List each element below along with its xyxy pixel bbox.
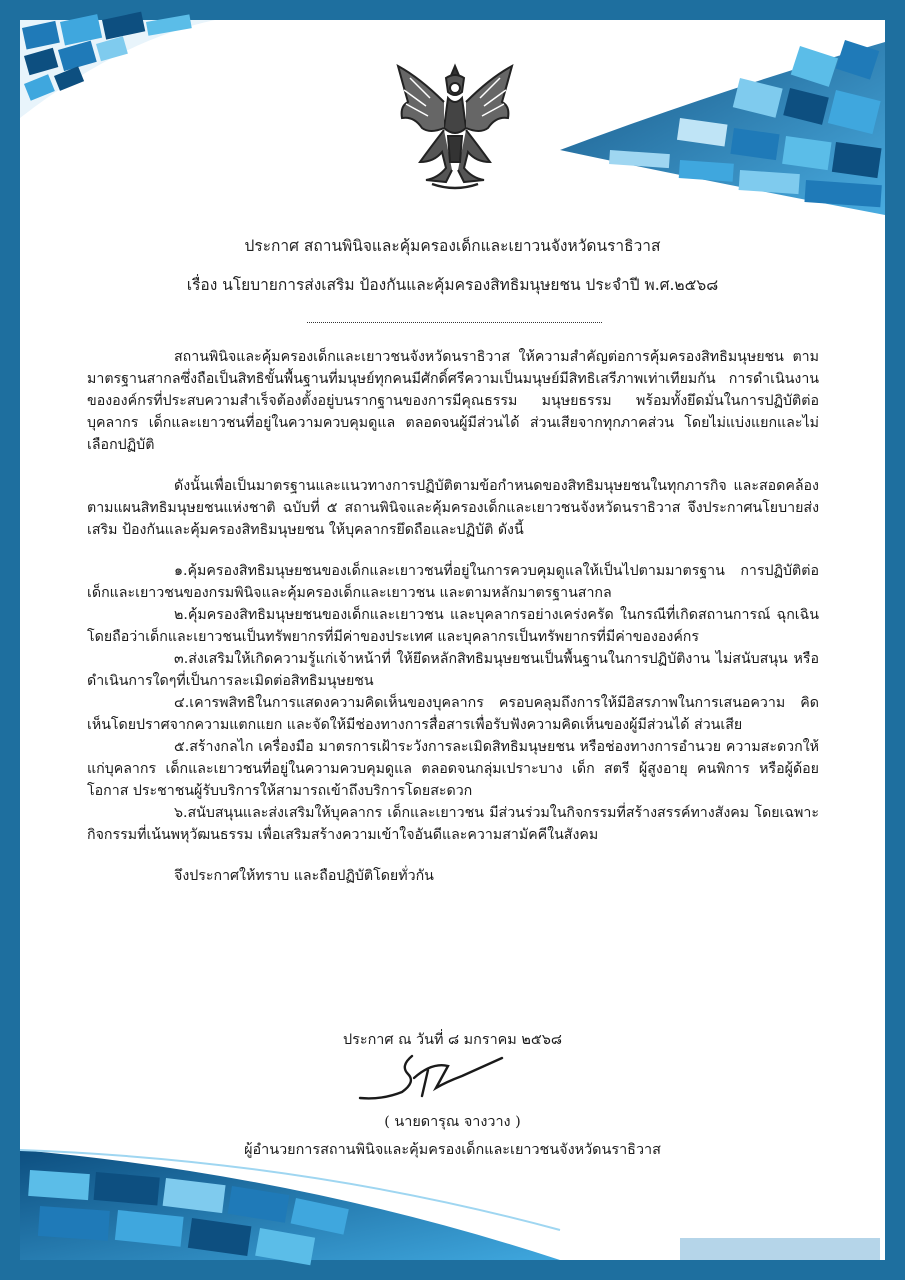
policy-item-3: ๓.ส่งเสริมให้เกิดความรู้แก่เจ้าหน้าที่ ให้ยึดหลักสิทธิมนุษยชนเป็นพื้นฐานในการปฏิบัติงาน ไม่สนับสนุน หรือดำเนินการใดๆที่เป็นการละเมิดต่อสิทธิมนุษยชน: [87, 651, 819, 689]
intro-paragraph: สถานพินิจและคุ้มครองเด็กและเยาวชนจังหวัดนราธิวาส ให้ความสำคัญต่อการคุ้มครองสิทธิมนุษยชน ตามมาตรฐานสากลซึ่งถือเป็นสิทธิขั้นพื้นฐานที่มนุษย์ทุกคนมีศักดิ์ศรีความเป็นมนุษย์มีสิทธิเสรีภาพเท่าเทียมกัน การดำเนินงานขององค์กรที่ประสบความสำเร็จต้องตั้งอยู่บนรากฐานของการมีคุณธรรม มนุษยธรรม พร้อมทั้งยึดมั่นในการปฏิบัติต่อบุคลากร เด็กและเยาวชนที่อยู่ในความควบคุมดูแล ตลอดจนผู้มีส่วนได้ ส่วนเสียจากทุกภาคส่วน โดยไม่แบ่งแยกและไม่เลือกปฏิบัติ: [87, 349, 819, 453]
corner-top-left: [20, 12, 215, 118]
document-body: [87, 346, 819, 887]
handwritten-signature: [352, 1048, 512, 1110]
policy-item-6: ๖.สนับสนุนและส่งเสริมให้บุคลากร เด็กและเยาวชน มีส่วนร่วมในกิจกรรมที่สร้างสรรค์ทางสังคม โดยเฉพาะกิจกรรมที่เน้นพหุวัฒนธรรม เพื่อเสริมสร้างความเข้าใจอันดีและความสามัคคีในสังคม: [87, 805, 819, 843]
closing-statement: จึงประกาศให้ทราบ และถือปฏิบัติโดยทั่วกัน: [174, 868, 434, 884]
garuda-emblem-icon: [390, 58, 520, 193]
corner-bottom: [20, 1150, 880, 1265]
signatory-position: ผู้อำนวยการสถานพินิจและคุ้มครองเด็กและเยาวชนจังหวัดนราธิวาส: [244, 1142, 661, 1158]
policy-item-1: ๑.คุ้มครองสิทธิมนุษยชนของเด็กและเยาวชนที่อยู่ในการควบคุมดูแลให้เป็นไปตามมาตรฐาน การปฏิบัติต่อเด็กและเยาวชนของกรมพินิจและคุ้มครองเด็กและเยาวชน และตามหลักมาตรฐานสากล: [87, 563, 819, 601]
signatory-name: ( นายดารุณ จางวาง ): [384, 1114, 521, 1130]
announcement-subject: เรื่อง นโยบายการส่งเสริม ป้องกันและคุ้มครองสิทธิมนุษยชน ประจำปี พ.ศ.๒๕๖๘: [186, 276, 719, 294]
policy-item-5: ๕.สร้างกลไก เครื่องมือ มาตรการเฝ้าระวังการละเมิดสิทธิมนุษยชน หรือช่องทางการอำนวย ความสะดวกให้แก่บุคลากร เด็กและเยาวชนที่อยู่ในความควบคุมดูแล ตลอดจนกลุ่มเปราะบาง เด็ก สตรี ผู้สูงอายุ คนพิการ หรือผู้ด้อยโอกาส ประชาชนผู้รับบริการให้สามารถเข้าถึงบริการโดยสะดวก: [87, 739, 819, 799]
policy-paragraph: ดังนั้นเพื่อเป็นมาตรฐานและแนวทางการปฏิบัติตามข้อกำหนดของสิทธิมนุษยชนในทุกภารกิจ และสอดคล้องตามแผนสิทธิมนุษยชนแห่งชาติ ฉบับที่ ๕ สถานพินิจและคุ้มครองเด็กและเยาวชนจังหวัดนราธิวาส จึงประกาศนโยบายส่งเสริม ป้องกันและคุ้มครองสิทธิมนุษยชน ให้บุคลากรยึดถือและปฏิบัติ ดังนี้: [87, 478, 819, 538]
corner-top-right: [560, 40, 885, 215]
announcement-title: ประกาศ สถานพินิจและคุ้มครองเด็กและเยาวนจังหวัดนราธิวาส: [244, 237, 661, 255]
policy-item-2: ๒.คุ้มครองสิทธิมนุษยชนของเด็กและเยาวชน และบุคลากรอย่างเคร่งครัด ในกรณีที่เกิดสถานการณ์ ฉุกเฉิน โดยถือว่าเด็กและเยาวชนเป็นทรัพยากรที่มีค่าของประเทศ และบุคลากรเป็นทรัพยากรที่มีค่าขององค์กร: [87, 607, 819, 645]
policy-item-4: ๔.เคารพสิทธิในการแสดงความคิดเห็นของบุคลากร ครอบคลุมถึงการให้มีอิสรภาพในการเสนอความ คิดเห็นโดยปราศจากความแตกแยก และจัดให้มีช่องทางการสื่อสารเพื่อรับฟังความคิดเห็นของผู้มีส่วนได้ ส่วนเสีย: [87, 695, 819, 733]
dotted-divider: [307, 322, 602, 323]
announcement-date: ประกาศ ณ วันที่ ๘ มกราคม ๒๕๖๘: [343, 1032, 562, 1048]
